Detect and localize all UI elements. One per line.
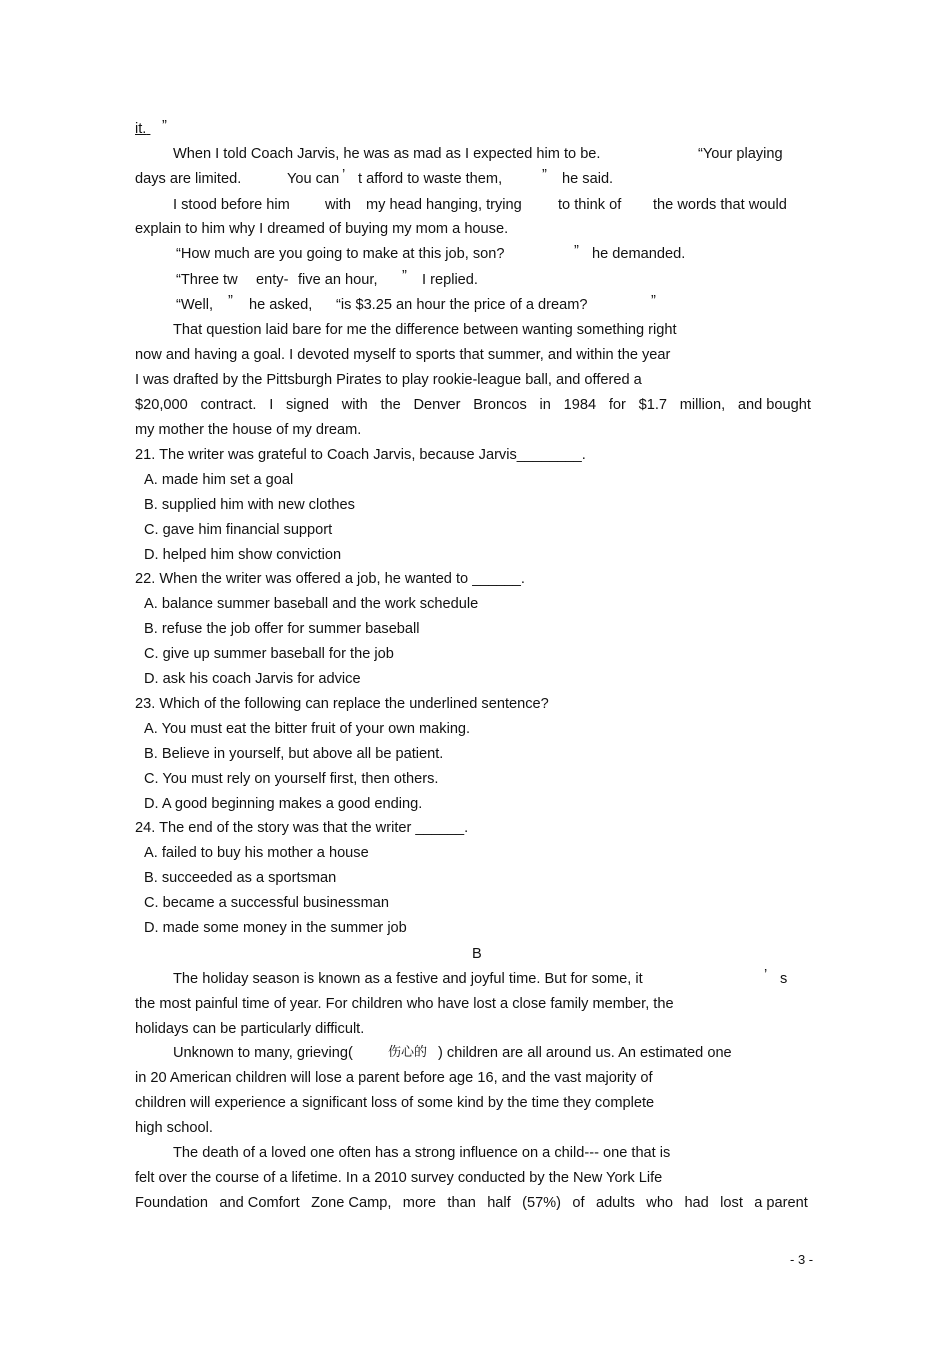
word: in: [539, 397, 551, 413]
paragraph-text: “How much are you going to make at this job, son?: [176, 246, 505, 262]
word: Foundation: [135, 1195, 209, 1211]
paragraph-text: children will experience a significant loss of some kind by the time they complete: [135, 1095, 655, 1111]
section-heading: B: [472, 946, 482, 962]
paragraph-text: That question laid bare for me the difference between wanting something right: [173, 322, 677, 338]
paragraph-text: I was drafted by the Pittsburgh Pirates to play rookie-league ball, and offered a: [135, 372, 642, 388]
quote-mark: ”: [574, 243, 579, 259]
paragraph-text: holidays can be particularly difficult.: [135, 1021, 365, 1037]
answer-option: D. A good beginning makes a good ending.: [144, 796, 423, 812]
paragraph-text: I stood before him: [173, 197, 290, 213]
word: and Comfort: [219, 1195, 300, 1211]
word: of: [572, 1195, 585, 1211]
page-number: - 3 -: [790, 1252, 814, 1267]
word: with: [341, 397, 368, 413]
question-stem: 24. The end of the story was that the writer ______.: [135, 820, 469, 836]
paragraph-text: I replied.: [422, 272, 478, 288]
question-stem: 21. The writer was grateful to Coach Jarvis, because Jarvis________.: [135, 447, 586, 463]
answer-option: C. became a successful businessman: [144, 895, 389, 911]
answer-option: B. supplied him with new clothes: [144, 497, 355, 513]
word: for: [608, 397, 626, 413]
word: more: [402, 1195, 437, 1211]
paragraph-text: When I told Coach Jarvis, he was as mad as I expected him to be.: [173, 146, 601, 162]
word: 1984: [563, 397, 597, 413]
word: and bought: [737, 397, 811, 413]
word: Broncos: [473, 397, 527, 413]
paragraph-text: to think of: [558, 197, 622, 213]
quote-mark: ’: [342, 167, 346, 183]
answer-option: D. ask his coach Jarvis for advice: [144, 671, 361, 687]
paragraph-text: five an hour,: [298, 272, 378, 288]
paragraph-text: days are limited.: [135, 171, 242, 187]
answer-option: B. succeeded as a sportsman: [144, 870, 337, 886]
paragraph-text: The death of a loved one often has a strong influence on a child--- one that is: [173, 1145, 671, 1161]
underlined-text: it.: [135, 121, 147, 137]
paragraph-text: The holiday season is known as a festive and joyful time. But for some, it: [173, 971, 643, 987]
quote-mark: ”: [651, 293, 656, 309]
paragraph-text: my head hanging, trying: [366, 197, 522, 213]
paragraph-text: with: [325, 197, 351, 213]
word: I: [269, 397, 274, 413]
answer-option: A. You must eat the bitter fruit of your own making.: [144, 721, 471, 737]
word: Zone Camp,: [311, 1195, 392, 1211]
word: half: [487, 1195, 511, 1211]
word: a parent: [754, 1195, 808, 1211]
word: than: [447, 1195, 476, 1211]
word: who: [646, 1195, 674, 1211]
word: million,: [679, 397, 726, 413]
quote-mark: ”: [162, 118, 167, 134]
answer-option: C. You must rely on yourself first, then others.: [144, 771, 439, 787]
word: adults: [595, 1195, 635, 1211]
paragraph-text: s: [780, 971, 788, 987]
paragraph-text: ) children are all around us. An estimated one: [438, 1045, 732, 1061]
paragraph-text: “Your playing: [698, 146, 783, 162]
paragraph-text: the most painful time of year. For children who have lost a close family member, the: [135, 996, 674, 1012]
paragraph-text: my mother the house of my dream.: [135, 422, 362, 438]
chinese-gloss: 伤心的: [388, 1045, 428, 1060]
word: signed: [286, 397, 330, 413]
word: (57%): [522, 1195, 562, 1211]
question-stem: 22. When the writer was offered a job, he wanted to ______.: [135, 571, 525, 587]
quote-mark: ”: [402, 268, 407, 284]
answer-option: D. made some money in the summer job: [144, 920, 407, 936]
word: contract.: [200, 397, 257, 413]
paragraph-text: he asked,: [249, 297, 313, 313]
word: lost: [720, 1195, 743, 1211]
answer-option: A. failed to buy his mother a house: [144, 845, 369, 861]
word: the: [380, 397, 401, 413]
paragraph-text: Unknown to many, grieving(: [173, 1045, 353, 1061]
word: $20,000: [135, 397, 188, 413]
paragraph-text: explain to him why I dreamed of buying my mom a house.: [135, 221, 509, 237]
paragraph-text: enty-: [256, 272, 289, 288]
paragraph-text: in 20 American children will lose a parent before age 16, and the vast majority of: [135, 1070, 653, 1086]
paragraph-text: You can: [287, 171, 340, 187]
paragraph-text: high school.: [135, 1120, 213, 1136]
paragraph-text: “Three tw: [176, 272, 238, 288]
answer-option: D. helped him show conviction: [144, 547, 342, 563]
answer-option: C. give up summer baseball for the job: [144, 646, 394, 662]
paragraph-text: felt over the course of a lifetime. In a 2010 survey conducted by the New York Life: [135, 1170, 663, 1186]
word: $1.7: [638, 397, 667, 413]
quote-mark: ’: [764, 967, 768, 983]
quote-mark: ”: [228, 293, 233, 309]
answer-option: B. refuse the job offer for summer baseball: [144, 621, 420, 637]
word: Denver: [413, 397, 461, 413]
paragraph-text: he said.: [562, 171, 614, 187]
paragraph-text: the words that would: [653, 197, 787, 213]
paragraph-text: he demanded.: [592, 246, 686, 262]
justified-paragraph-line: [135, 1194, 808, 1212]
answer-option: B. Believe in yourself, but above all be patient.: [144, 746, 444, 762]
word: had: [684, 1195, 709, 1211]
paragraph-text: “Well,: [176, 297, 214, 313]
answer-option: A. made him set a goal: [144, 472, 294, 488]
quote-mark: ”: [542, 167, 547, 183]
paragraph-text: now and having a goal. I devoted myself to sports that summer, and within the year: [135, 347, 671, 363]
paragraph-text: “is $3.25 an hour the price of a dream?: [336, 297, 588, 313]
question-stem: 23. Which of the following can replace the underlined sentence?: [135, 696, 549, 712]
justified-paragraph-line: [135, 396, 811, 414]
answer-option: A. balance summer baseball and the work schedule: [144, 596, 479, 612]
paragraph-text: t afford to waste them,: [358, 171, 503, 187]
answer-option: C. gave him financial support: [144, 522, 333, 538]
